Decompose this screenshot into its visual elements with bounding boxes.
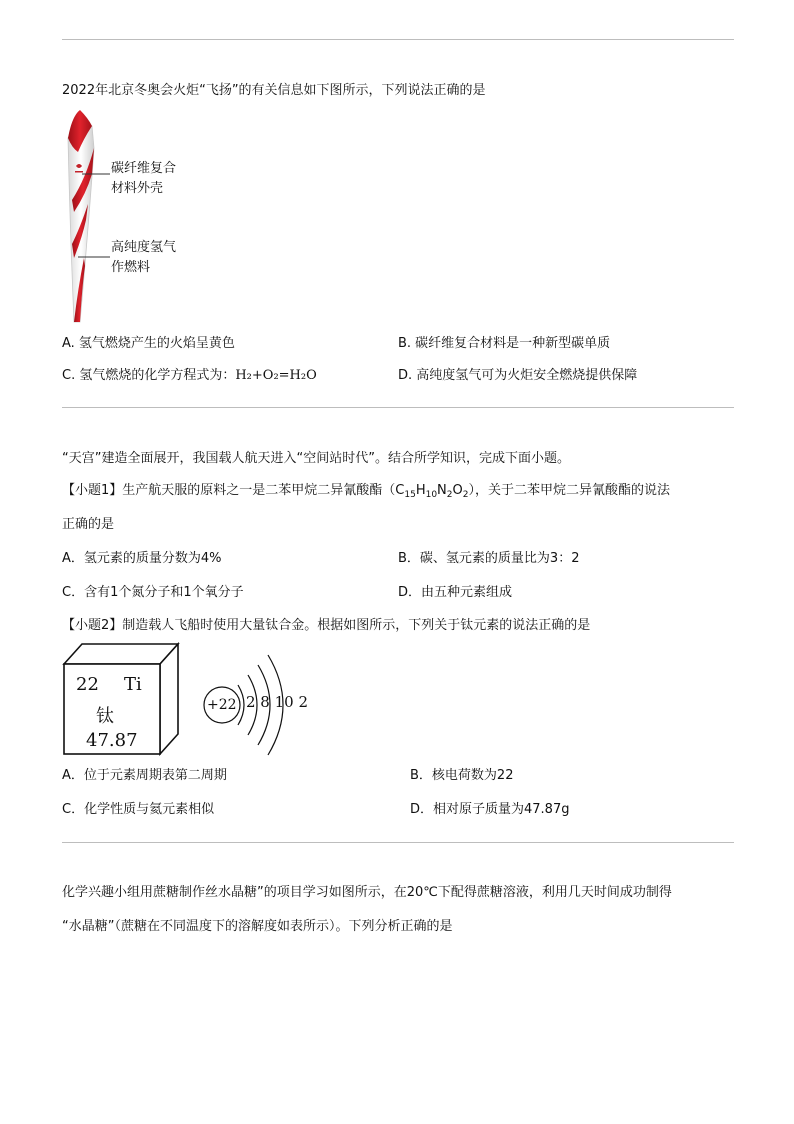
shell-electrons: 2 8 10 2 xyxy=(246,693,309,711)
q2-sub1-prefix: 【小题1】生产航天服的原料之一是二苯甲烷二异氰酸酯（ xyxy=(62,483,396,498)
q2-sub1-stem xyxy=(62,482,670,504)
q3-line2: “水晶糖”（蔗糖在不同温度下的溶解度如表所示）。下列分析正确的是 xyxy=(62,919,453,934)
q2-sub1-formula: $C_{15}H_{10}N_2O_2$ xyxy=(395,483,469,500)
q1-option-b[interactable]: B. 碳纤维复合材料是一种新型碳单质 xyxy=(398,336,611,351)
q1-option-c[interactable] xyxy=(62,367,317,385)
q2-sub1-option-c[interactable]: C．含有1个氮分子和1个氧分子 xyxy=(62,585,244,600)
q1-stem: 2022年北京冬奥会火炬“飞扬”的有关信息如下图所示，下列说法正确的是 xyxy=(62,83,486,98)
q1-option-d[interactable]: D. 高纯度氢气可为火炬安全燃烧提供保障 xyxy=(398,368,638,383)
q2-sub2-option-c[interactable]: C．化学性质与氦元素相似 xyxy=(62,802,215,817)
q2-sub2-option-d[interactable]: D．相对原子质量为47.87g xyxy=(410,802,570,817)
q2-sub1-option-d[interactable]: D．由五种元素组成 xyxy=(398,585,513,600)
element-symbol: Ti xyxy=(124,674,142,695)
q2-sub1-option-a[interactable]: A．氢元素的质量分数为4% xyxy=(62,551,222,566)
q2-sub2-option-a[interactable]: A．位于元素周期表第二周期 xyxy=(62,768,227,783)
callout-shell-line2: 材料外壳 xyxy=(111,181,164,196)
element-name: 钛 xyxy=(96,706,114,727)
divider-1 xyxy=(62,407,734,408)
callout-fuel-line2: 作燃料 xyxy=(111,260,151,275)
top-divider xyxy=(62,39,734,40)
q2-sub1-line2: 正确的是 xyxy=(62,517,115,532)
callout-fuel xyxy=(111,238,176,278)
shell-arc-1 xyxy=(238,685,244,725)
q1-option-a[interactable]: A. 氢气燃烧产生的火焰呈黄色 xyxy=(62,336,235,351)
q2-sub2-option-b[interactable]: B．核电荷数为22 xyxy=(410,768,514,783)
q2-stem: “天宫”建造全面展开，我国载人航天进入“空间站时代”。结合所学知识，完成下面小题。 xyxy=(62,451,570,466)
q1-option-c-equation: H₂+O₂=H₂O xyxy=(235,368,317,383)
q3-line1: 化学兴趣小组用蔗糖制作丝水晶糖”的项目学习如图所示，在20℃下配得蔗糖溶液，利用几天时间成功制得 xyxy=(62,885,672,900)
callout-shell xyxy=(111,159,176,199)
divider-2 xyxy=(62,842,734,843)
callout-fuel-line1: 高纯度氢气 xyxy=(111,240,177,255)
q2-sub1-suffix: ），关于二苯甲烷二异氰酸酯的说法 xyxy=(468,483,670,498)
q1-option-c-text: C. 氢气燃烧的化学方程式为： xyxy=(62,368,236,383)
element-cell xyxy=(62,642,180,756)
callout-shell-line1: 碳纤维复合 xyxy=(111,161,177,176)
q2-sub1-option-b[interactable]: B．碳、氢元素的质量比为3：2 xyxy=(398,551,580,566)
element-atomic-number: 22 xyxy=(76,674,99,695)
torch-illustration xyxy=(58,108,198,330)
q2-sub2-stem: 【小题2】制造载人飞船时使用大量钛合金。根据如图所示，下列关于钛元素的说法正确的是 xyxy=(62,618,591,633)
nucleus-charge: +22 xyxy=(207,697,237,713)
element-mass: 47.87 xyxy=(86,730,138,751)
